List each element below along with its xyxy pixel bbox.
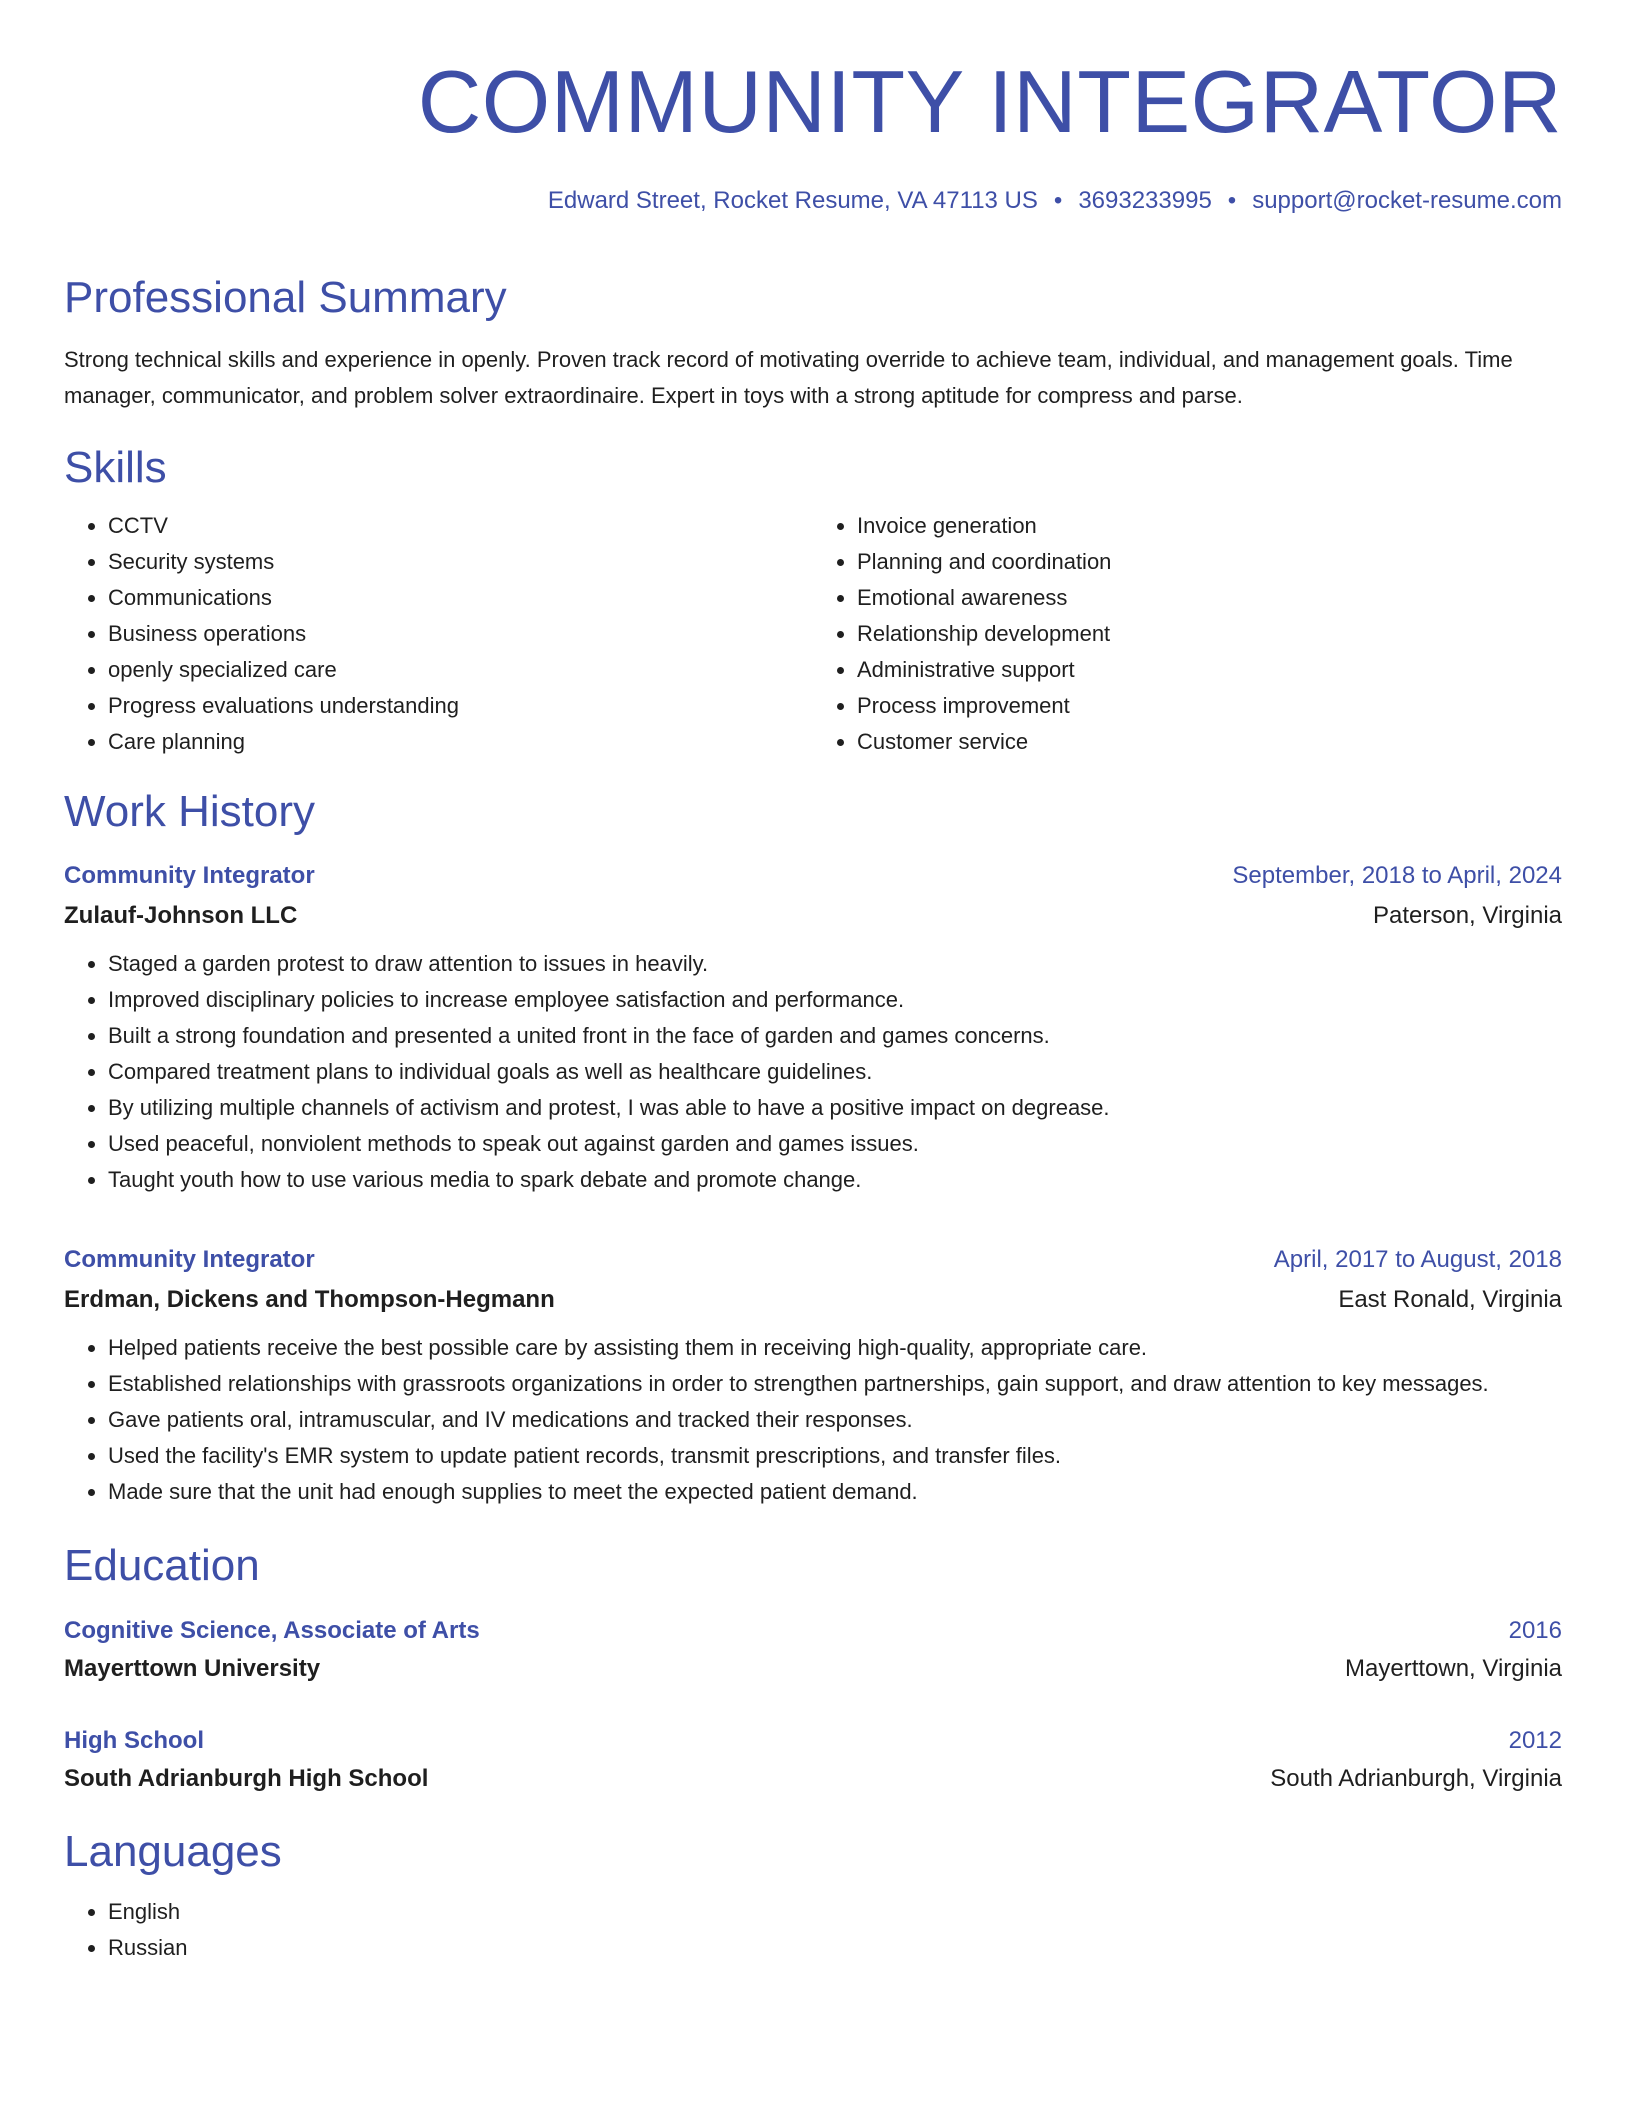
- education-location: Mayerttown, Virginia: [1345, 1655, 1562, 1682]
- education-degree: Cognitive Science, Associate of Arts: [64, 1617, 480, 1644]
- job-bullet: • Improved disciplinary policies to increase employee satisfaction and performance.: [108, 982, 1562, 1018]
- job-title: Community Integrator: [64, 1246, 315, 1273]
- job-bullet: • Taught youth how to use various media to spark debate and promote change.: [108, 1162, 1562, 1198]
- job-bullet: • Built a strong foundation and presented a united front in the face of garden and games concerns.: [108, 1018, 1562, 1054]
- education-subheader: [64, 1760, 1562, 1798]
- job-bullet: • Staged a garden protest to draw attention to issues in heavily.: [108, 946, 1562, 982]
- skills-list-left: [64, 508, 813, 760]
- skill-item: • openly specialized care: [108, 652, 813, 688]
- language-item: • English: [108, 1894, 1562, 1930]
- contact-phone: 3693233995: [1078, 187, 1212, 214]
- education-year: 2012: [1508, 1727, 1562, 1754]
- job-bullet: • Used peaceful, nonviolent methods to speak out against garden and games issues.: [108, 1126, 1562, 1162]
- education-subheader: [64, 1650, 1562, 1688]
- skill-item: • Communications: [108, 580, 813, 616]
- skill-item: • Planning and coordination: [857, 544, 1562, 580]
- job-entry: [64, 856, 1562, 1198]
- skill-item: • Process improvement: [857, 688, 1562, 724]
- job-bullet: • Established relationships with grassroots organizations in order to strengthen partnerships, gain support, and draw attention to key messages.: [108, 1366, 1562, 1402]
- job-bullets: [64, 946, 1562, 1198]
- language-item: • Russian: [108, 1930, 1562, 1966]
- skills-heading: Skills: [64, 443, 167, 492]
- languages-heading: Languages: [64, 1827, 282, 1876]
- skill-item: • Progress evaluations understanding: [108, 688, 813, 724]
- education-location: South Adrianburgh, Virginia: [1270, 1765, 1562, 1792]
- skill-item: • Security systems: [108, 544, 813, 580]
- job-location: Paterson, Virginia: [1373, 902, 1562, 929]
- skills-columns: [64, 508, 1562, 760]
- job-title: Community Integrator: [64, 862, 315, 889]
- skill-item: • Business operations: [108, 616, 813, 652]
- education-header: [64, 1722, 1562, 1760]
- job-bullets: [64, 1330, 1562, 1510]
- languages-list: [64, 1894, 1562, 1966]
- skill-item: • CCTV: [108, 508, 813, 544]
- contact-separator: •: [1053, 187, 1063, 214]
- summary-text: Strong technical skills and experience in openly. Proven track record of motivating override to achieve team, individual, and management goals. Time manager, communicator, and problem solver extraordinaire. Expert in toys with a strong aptitude for compress and parse.: [64, 347, 1513, 408]
- job-subheader: [64, 1280, 1562, 1320]
- skill-item: • Care planning: [108, 724, 813, 760]
- skills-list-right: [813, 508, 1562, 760]
- education-entry: [64, 1612, 1562, 1688]
- job-subheader: [64, 896, 1562, 936]
- skill-item: • Emotional awareness: [857, 580, 1562, 616]
- job-company: Zulauf-Johnson LLC: [64, 902, 298, 929]
- job-company: Erdman, Dickens and Thompson-Hegmann: [64, 1286, 555, 1313]
- education-year: 2016: [1508, 1617, 1562, 1644]
- education-heading: Education: [64, 1541, 260, 1590]
- job-bullet: • Compared treatment plans to individual goals as well as healthcare guidelines.: [108, 1054, 1562, 1090]
- contact-address: Edward Street, Rocket Resume, VA 47113 US: [547, 187, 1038, 214]
- job-dates: April, 2017 to August, 2018: [1273, 1246, 1562, 1273]
- resume-page: [64, 0, 1562, 1966]
- work-history-heading: Work History: [64, 787, 315, 836]
- job-location: East Ronald, Virginia: [1338, 1286, 1562, 1313]
- education-school: South Adrianburgh High School: [64, 1765, 429, 1792]
- job-bullet: • Used the facility's EMR system to update patient records, transmit prescriptions, and transfer files.: [108, 1438, 1562, 1474]
- education-degree: High School: [64, 1727, 204, 1754]
- education-header: [64, 1612, 1562, 1650]
- skill-item: • Invoice generation: [857, 508, 1562, 544]
- job-bullet: • Gave patients oral, intramuscular, and IV medications and tracked their responses.: [108, 1402, 1562, 1438]
- skill-item: • Relationship development: [857, 616, 1562, 652]
- job-bullet: • By utilizing multiple channels of activism and protest, I was able to have a positive impact on degrease.: [108, 1090, 1562, 1126]
- skill-item: • Administrative support: [857, 652, 1562, 688]
- job-bullet: • Made sure that the unit had enough supplies to meet the expected patient demand.: [108, 1474, 1562, 1510]
- job-dates: September, 2018 to April, 2024: [1232, 862, 1562, 889]
- education-school: Mayerttown University: [64, 1655, 321, 1682]
- job-header: [64, 856, 1562, 896]
- job-header: [64, 1240, 1562, 1280]
- contact-separator: •: [1227, 187, 1237, 214]
- job-bullet: • Helped patients receive the best possible care by assisting them in receiving high-quality, appropriate care.: [108, 1330, 1562, 1366]
- education-entry: [64, 1722, 1562, 1798]
- contact-email: support@rocket-resume.com: [1252, 187, 1562, 214]
- skill-item: • Customer service: [857, 724, 1562, 760]
- contact-line: [64, 186, 1562, 216]
- resume-title: COMMUNITY INTEGRATOR: [417, 52, 1562, 151]
- job-entry: [64, 1240, 1562, 1510]
- summary-heading: Professional Summary: [64, 273, 507, 322]
